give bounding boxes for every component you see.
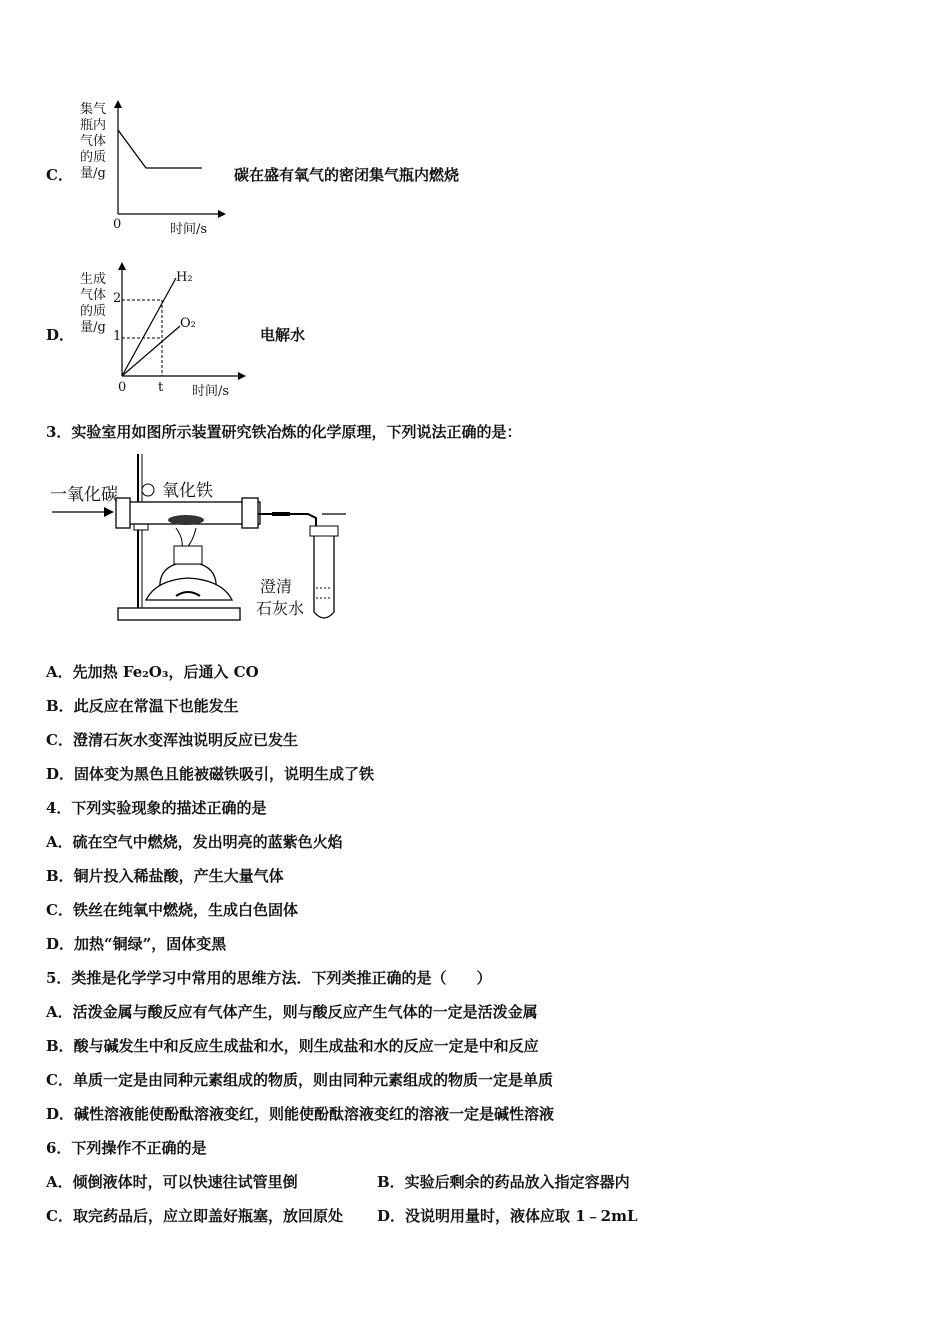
ylabel-line: 的质 [79, 304, 106, 319]
lamp-neck [174, 546, 202, 564]
option-letter-c: C． [46, 166, 73, 184]
x-axis-arrow [238, 372, 246, 380]
question-4-stem: 4．下列实验现象的描述正确的是 [46, 799, 267, 817]
test-tube [314, 534, 334, 618]
stand-base [118, 608, 240, 620]
graph-d-origin: 0 [118, 380, 127, 395]
h2-line [122, 278, 176, 376]
iron-smelting-apparatus [46, 450, 366, 630]
graph-c-xlabel: 时间/s [170, 222, 208, 237]
lamp-shield [146, 578, 232, 600]
question-5-stem: 5．类推是化学学习中常用的思维方法．下列类推正确的是（ ） [46, 969, 492, 987]
ylabel-line: 集气 [79, 102, 106, 117]
ylabel-line: 量/g [80, 166, 106, 181]
graph-d-caption: 电解水 [260, 326, 306, 344]
question-4-option-a: A．硫在空气中燃烧，发出明亮的蓝紫色火焰 [46, 833, 343, 851]
graph-c-caption: 碳在盛有氧气的密闭集气瓶内燃烧 [234, 166, 460, 184]
graph-d-xtick-t: t [158, 380, 164, 395]
clamp-screw [142, 484, 154, 496]
ylabel-line: 生成 [79, 272, 106, 287]
test-tube-stopper [310, 526, 338, 536]
limewater-label-line2: 石灰水 [256, 599, 305, 618]
graph-d-h2-label: H₂ [176, 270, 193, 285]
question-3-option-d: D．固体变为黑色且能被磁铁吸引，说明生成了铁 [46, 765, 375, 783]
left-stopper [116, 498, 130, 528]
graph-d-xlabel: 时间/s [192, 384, 230, 399]
question-3-option-c: C．澄清石灰水变浑浊说明反应已发生 [46, 731, 298, 749]
graph-d-o2-label: O₂ [180, 316, 196, 331]
question-5-option-b: B．酸与碱发生中和反应生成盐和水，则生成盐和水的反应一定是中和反应 [46, 1037, 539, 1055]
co-arrow-head [104, 507, 114, 517]
question-6-option-d: D．没说明用量时，液体应取 1﹣2mL [377, 1207, 638, 1225]
ylabel-line: 气体 [79, 288, 106, 303]
question-4-option-d: D．加热“铜绿”，固体变黑 [46, 935, 227, 953]
question-6-option-b: B．实验后剩余的药品放入指定容器内 [377, 1173, 630, 1191]
mass-curve [118, 130, 202, 168]
question-4-option-b: B．铜片投入稀盐酸，产生大量气体 [46, 867, 284, 885]
delivery-tube [258, 514, 316, 546]
y-axis-arrow [114, 100, 122, 108]
ylabel-line: 瓶内 [79, 118, 106, 133]
question-5-option-d: D．碱性溶液能使酚酞溶液变红，则能使酚酞溶液变红的溶液一定是碱性溶液 [46, 1105, 555, 1123]
question-5-option-a: A．活泼金属与酸反应有气体产生，则与酸反应产生气体的一定是活泼金属 [46, 1003, 538, 1021]
x-axis-arrow [218, 210, 226, 218]
graph-d-ytick-1: 1 [113, 329, 122, 344]
question-3-option-a: A．先加热 Fe₂O₃，后通入 CO [46, 663, 259, 681]
ylabel-line: 气体 [79, 134, 106, 149]
question-5-option-c: C．单质一定是由同种元素组成的物质，则由同种元素组成的物质一定是单质 [46, 1071, 553, 1089]
co-label: 一氧化碳 [50, 485, 118, 505]
question-6-option-c: C．取完药品后，应立即盖好瓶塞，放回原处 [46, 1207, 343, 1225]
iron-oxide-powder [168, 515, 204, 525]
limewater-label-line1: 澄清 [260, 577, 293, 596]
ylabel-line: 的质 [79, 150, 106, 165]
o2-line [122, 326, 180, 376]
question-3-stem: 3．实验室用如图所示装置研究铁冶炼的化学原理，下列说法正确的是： [46, 423, 522, 441]
graph-c-origin: 0 [113, 217, 122, 232]
question-6-option-a: A．倾倒液体时，可以快速往试管里倒 [46, 1173, 298, 1191]
question-3-option-b: B．此反应在常温下也能发生 [46, 697, 239, 715]
ylabel-line: 量/g [80, 320, 106, 335]
question-6-stem: 6．下列操作不正确的是 [46, 1139, 207, 1157]
iron-oxide-label: 氧化铁 [162, 481, 213, 501]
y-axis-arrow [118, 262, 126, 270]
graph-d-ytick-2: 2 [113, 291, 122, 306]
question-4-option-c: C．铁丝在纯氧中燃烧，生成白色固体 [46, 901, 298, 919]
right-stopper [242, 498, 258, 528]
option-letter-d: D． [46, 326, 75, 344]
